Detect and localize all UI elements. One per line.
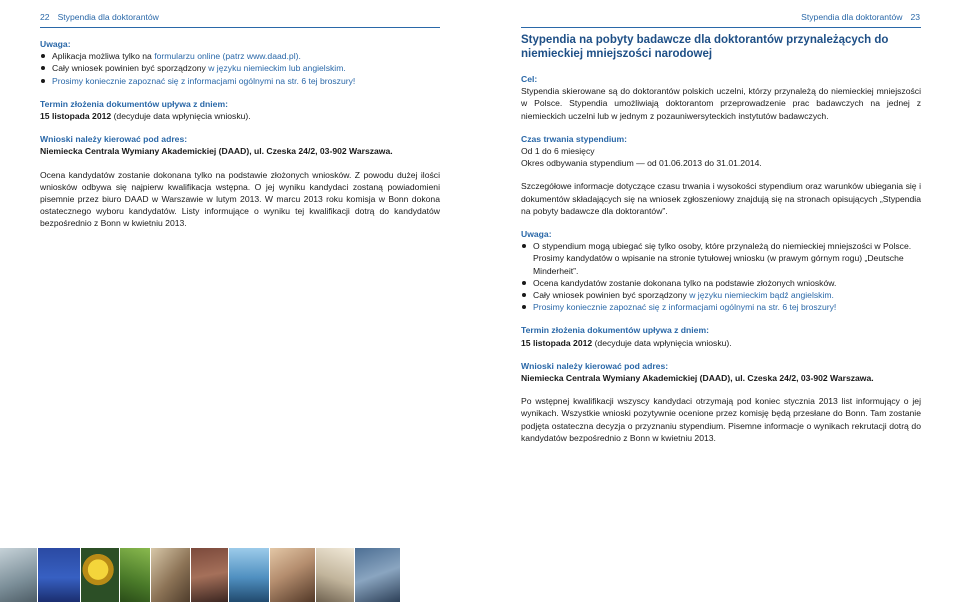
photo-interior — [191, 548, 228, 602]
duration-line-2: Okres odbywania stypendium — od 01.06.2013 do 31.01.2014. — [521, 158, 762, 169]
left-notes-section — [40, 38, 440, 87]
photo-lab — [316, 548, 355, 602]
left-deadline-date: 15 listopada 2012 — [40, 111, 112, 122]
photo-city — [355, 548, 400, 602]
right-deadline-note: (decyduje data wpłynięcia wniosku). — [592, 337, 732, 348]
right-note-item-1 — [521, 240, 921, 277]
photo-people — [151, 548, 190, 602]
left-page-header-title: Stypendia dla doktorantów — [57, 12, 159, 22]
left-column — [40, 38, 440, 241]
photo-night-sky — [38, 548, 81, 602]
right-page-title: Stypendia na pobyty badawcze dla doktorantów przynależących do niemieckiej mniejszości narodowej — [521, 34, 889, 60]
closing-paragraph: Po wstępnej kwalifikacji wszyscy kandydaci otrzymają pod koniec stycznia 2013 list informujący o jej wynikach. Wszystkie wnioski pozytywnie ocenione przez komisję będą przesłane do Bonn. Tam zostanie podjęta ostateczna decyzja o przyznaniu stypendium. Pisemne informacje o wynikach rekrutacji dotrą do kandydatów bezpośrednio z Bonn w kwietniu 2013. — [521, 396, 921, 443]
right-address-value: Niemiecka Centrala Wymiany Akademickiej (DAAD), ul. Czeska 24/2, 03-902 Warszawa. — [521, 373, 874, 384]
photo-sunflower — [81, 548, 119, 602]
duration-heading: Czas trwania stypendium: — [521, 133, 628, 144]
goal-text: Stypendia skierowane są do doktorantów polskich uczelni, którzy przynależą do niemieckiej mniejszości w Polsce. Stypendia umożliwiają doktorantom przeprowadzenie prac badawczych na jednej z niemieckich uczelni lub w jednym z pozauniwersyteckich instytutów badawczych. — [521, 86, 921, 121]
left-page-number: 22 — [40, 12, 50, 22]
right-deadline-section — [521, 324, 921, 348]
duration-line-1: Od 1 do 6 miesięcy — [521, 146, 595, 157]
language-note-highlight: w języku niemieckim lub angielskim. — [208, 63, 346, 74]
left-deadline-section — [40, 98, 440, 122]
right-notes-list — [521, 240, 921, 313]
right-deadline-heading: Termin złożenia dokumentów upływa z dniem: — [521, 325, 709, 336]
left-notes-list — [40, 50, 440, 87]
left-note-item-3 — [40, 75, 440, 87]
left-note-2-text: Cały wniosek powinien być sporządzony — [52, 63, 209, 74]
left-note-item-2 — [40, 62, 440, 74]
right-page-header-title: Stypendia dla doktorantów — [801, 12, 903, 22]
right-address-heading: Wnioski należy kierować pod adres: — [521, 360, 669, 371]
right-notes-heading: Uwaga: — [521, 229, 552, 240]
goal-section — [521, 73, 921, 122]
photo-plant — [120, 548, 151, 602]
right-note-2-text: Ocena kandydatów zostanie dokonana tylko na podstawie złożonych wniosków. — [533, 277, 837, 288]
right-note-3-text: Cały wniosek powinien być sporządzony — [533, 290, 690, 301]
left-address-heading: Wnioski należy kierować pod adres: — [40, 134, 188, 145]
right-note-1-text: O stypendium mogą ubiegać się tylko osoby, które przynależą do niemieckiej mniejszości w Polsce. Prosimy kandydatów o wpisanie na stronie tytułowej wniosku (w prawym górnym rogu) „Deutsche Minderheit”. — [533, 241, 912, 276]
left-header-rule — [40, 27, 440, 28]
right-column — [521, 33, 921, 455]
right-deadline-text — [521, 337, 921, 349]
left-notes-heading: Uwaga: — [40, 39, 71, 49]
photo-portrait — [270, 548, 315, 602]
photo-building — [0, 548, 37, 602]
left-deadline-heading: Termin złożenia dokumentów upływa z dniem: — [40, 98, 228, 109]
right-note-item-4 — [521, 301, 921, 313]
right-page-number: 23 — [910, 12, 920, 22]
general-info-reference: Prosimy koniecznie zapoznać się z informacjami ogólnymi na str. 6 tej broszury! — [52, 75, 356, 86]
right-language-note-highlight: w języku niemieckim bądź angielskim. — [689, 290, 834, 301]
right-header-rule — [521, 27, 921, 28]
goal-heading: Cel: — [521, 74, 538, 84]
right-page-header — [521, 10, 920, 24]
right-note-item-3 — [521, 289, 921, 301]
left-evaluation-paragraph: Ocena kandydatów zostanie dokonana tylko na podstawie złożonych wniosków. Z powodu dużej ilości wniosków odbywa się najpierw kwalifikacja wstępna. O jej wyniku kandydaci zostaną powiadomieni pisemnie przez biuro DAAD w Warszawie w lutym 2013. W marcu 2013 roku komisja w Bonn dokona ostatecznego wyboru kandydatów. Listy informujące o wyniku tej kwalifikacji dotrą do kandydatów bezpośrednio z Bonn w kwietniu 2013. — [40, 169, 440, 229]
photo-strip — [0, 548, 400, 602]
left-note-item-1 — [40, 50, 440, 62]
left-deadline-text — [40, 110, 440, 122]
right-deadline-date: 15 listopada 2012 — [521, 337, 593, 348]
photo-sky — [229, 548, 270, 602]
details-paragraph: Szczegółowe informacje dotyczące czasu trwania i wysokości stypendium oraz warunków ubiegania się i dokumentów składających się na wniosek zgłoszeniowy znajdują się na stronach opisujących „Stypendia na pobyty badawcze dla doktorantów”. — [521, 181, 921, 216]
left-address-value: Niemiecka Centrala Wymiany Akademickiej (DAAD), ul. Czeska 24/2, 03-902 Warszawa. — [40, 146, 393, 157]
online-form-link[interactable]: formularzu online (patrz www.daad.pl). — [154, 51, 301, 62]
left-deadline-note: (decyduje data wpłynięcia wniosku). — [111, 111, 251, 122]
left-address-section — [40, 133, 440, 157]
right-notes-section — [521, 228, 921, 313]
right-general-info-reference: Prosimy koniecznie zapoznać się z informacjami ogólnymi na str. 6 tej broszury! — [533, 302, 837, 313]
duration-section — [521, 133, 921, 170]
right-note-item-2 — [521, 277, 921, 289]
left-note-1-text: Aplikacja możliwa tylko na — [52, 51, 155, 62]
right-address-section — [521, 360, 921, 384]
